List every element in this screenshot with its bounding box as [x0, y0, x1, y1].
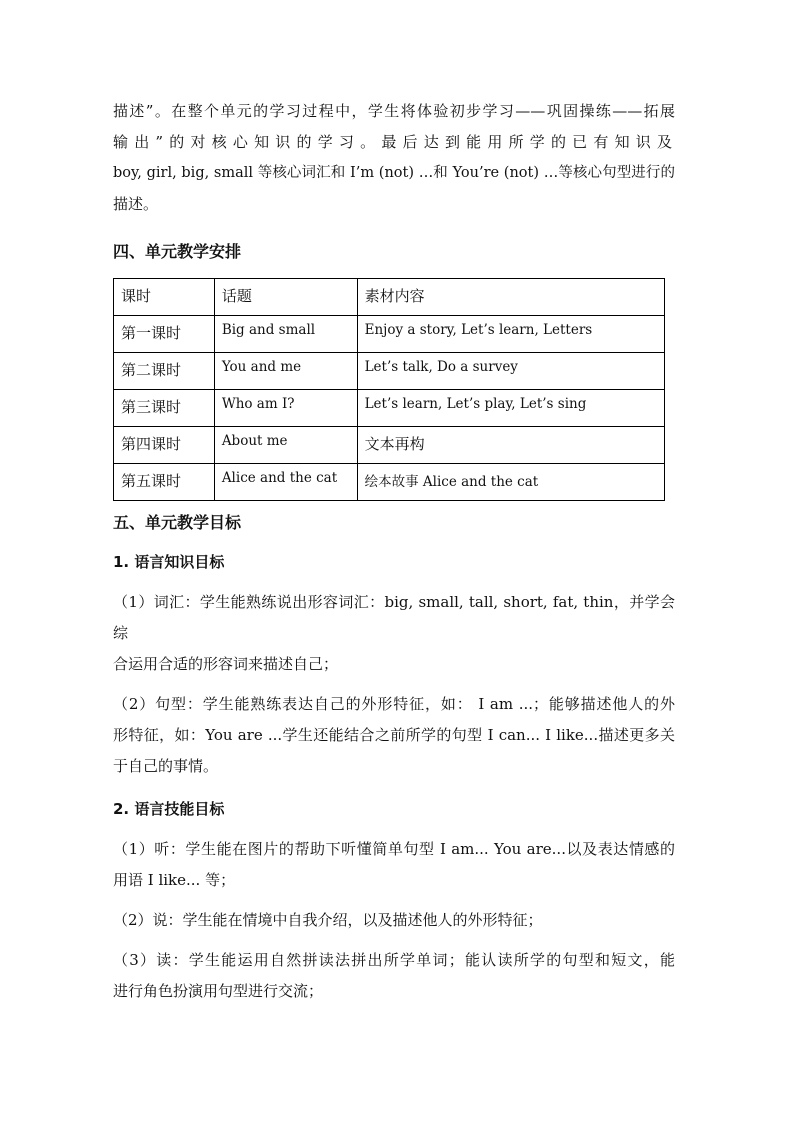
table-row [114, 316, 665, 353]
listening-goal-line-2: 用语 I like... 等； [113, 871, 236, 889]
table-cell-topic: Who am I? [214, 390, 357, 427]
table-cell-lesson: 第四课时 [114, 427, 215, 464]
table-cell-lesson: 第三课时 [114, 390, 215, 427]
table-header-row [114, 279, 665, 316]
table-cell-lesson: 第二课时 [114, 353, 215, 390]
table-cell-lesson: 第五课时 [114, 464, 215, 501]
sentence-goal-line-1: （2）句型：学生能熟练表达自己的外形特征，如： I am ...；能够描述他人的外 [113, 695, 675, 713]
subsection-1-heading: 1. 语言知识目标 [113, 553, 225, 571]
table-cell-content: Let’s learn, Let’s play, Let’s sing [357, 390, 664, 427]
sentence-goal-line-2: 形特征，如：You are ...学生还能结合之前所学的句型 I can... I like...描述更多关 [113, 726, 675, 744]
intro-line-1: 描述”。在整个单元的学习过程中，学生将体验初步学习——巩固操练——拓展 [113, 102, 675, 120]
table-cell-content: 绘本故事 Alice and the cat [357, 464, 664, 501]
sentence-goal-line-3: 于自己的事情。 [113, 757, 219, 775]
reading-goal-line-1: （3）读：学生能运用自然拼读法拼出所学单词；能认读所学的句型和短文，能 [113, 951, 675, 969]
subsection-2-heading: 2. 语言技能目标 [113, 800, 225, 818]
table-cell-topic: Big and small [214, 316, 357, 353]
reading-goal-line-2: 进行角色扮演用句型进行交流； [113, 982, 324, 1000]
intro-line-4: 描述。 [113, 195, 159, 213]
table-cell-content: 文本再构 [357, 427, 664, 464]
vocab-goal-line-1: （1）词汇：学生能熟练说出形容词汇：big, small, tall, short, fat, thin，并学会综 [113, 593, 675, 642]
table-row [114, 353, 665, 390]
table-cell-lesson: 第一课时 [114, 316, 215, 353]
listening-goal-line-1: （1）听：学生能在图片的帮助下听懂简单句型 I am... You are...以及表达情感的 [113, 840, 675, 858]
vocab-goal-line-2: 合运用合适的形容词来描述自己； [113, 655, 339, 673]
table-row [114, 390, 665, 427]
table-cell-topic: About me [214, 427, 357, 464]
table-cell-topic: You and me [214, 353, 357, 390]
section-4-heading: 四、单元教学安排 [113, 242, 242, 261]
table-row [114, 464, 665, 501]
table-header-cell: 课时 [114, 279, 215, 316]
table-cell-content: Enjoy a story, Let’s learn, Letters [357, 316, 664, 353]
table-header-cell: 素材内容 [357, 279, 664, 316]
table-cell-content: Let’s talk, Do a survey [357, 353, 664, 390]
table-row [114, 427, 665, 464]
speaking-goal-line-1: （2）说：学生能在情境中自我介绍，以及描述他人的外形特征； [113, 911, 543, 929]
table-cell-topic: Alice and the cat [214, 464, 357, 501]
section-5-heading: 五、单元教学目标 [113, 513, 242, 532]
intro-line-2: 输出”的对核心知识的学习。最后达到能用所学的已有知识及 [113, 133, 675, 151]
table-header-cell: 话题 [214, 279, 357, 316]
schedule-table [113, 278, 665, 501]
intro-line-3: boy, girl, big, small 等核心词汇和 I’m (not) …和 You’re (not) …等核心句型进行的 [113, 165, 675, 181]
document-page [113, 96, 675, 1007]
